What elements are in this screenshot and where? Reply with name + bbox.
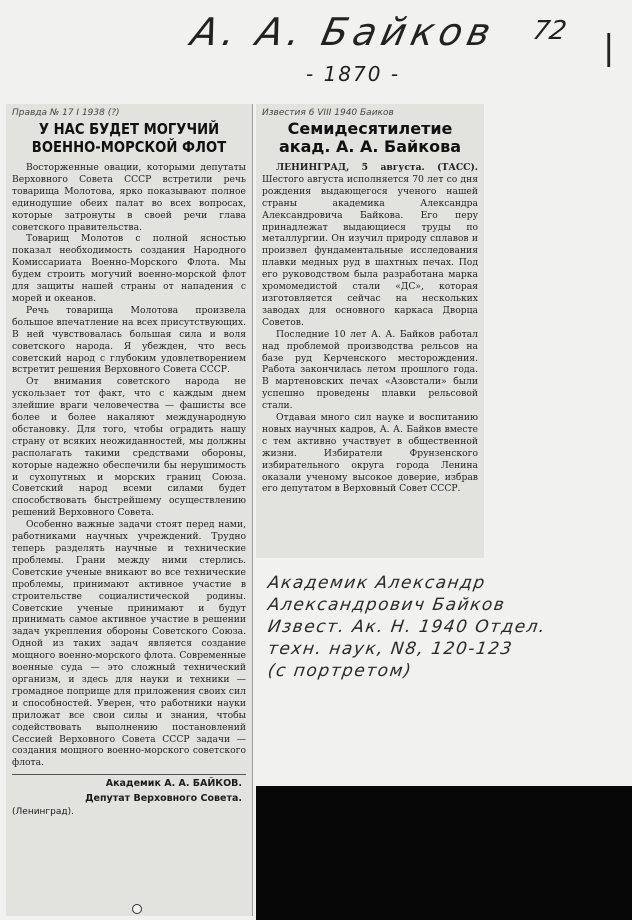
newspaper-clipping-left (6, 104, 253, 916)
signature-place: (Ленинград). (12, 807, 74, 818)
article-title: У НАС БУДЕТ МОГУЧИЙ ВОЕННО-МОРСКОЙ ФЛОТ (31, 120, 227, 156)
clipping-source-note: Правда № 17 I 1938 (?) (12, 108, 120, 118)
annotation-line: (с портретом) (266, 661, 414, 681)
divider (12, 774, 246, 775)
pin-hole (132, 904, 142, 914)
handwritten-annotation (268, 572, 628, 682)
annotation-line: Академик Александр (266, 573, 488, 593)
article-paragraph: Восторженные овации, которыми депутаты Верховного Совета СССР встретили речь товарища Молотова, ярко показывают полное единодушие обеих палат во всех вопросах, которые затронуты в своей речи глава советского правительства. (12, 162, 246, 233)
article-paragraph: Последние 10 лет А. А. Байков работал над проблемой производства рельсов на базе руд Керченского месторождения. Работа закончилась летом прошлого года. В мартеновских печах «Азовстали» были успешно проведены плавки рельсовой стали. (262, 328, 478, 412)
article-title: Семидесятилетие акад. А. А. Байкова (278, 119, 462, 156)
article-text: Шестого августа исполняется 70 лет со дня рождения выдающегося ученого нашей страны академика Александра Александровича Байкова. Его перу принадлежат выдающиеся труды по металлургии. Он изучил природу сплавов и произвел фундаментальные исследования плавки медных руд в шахтных печах. Под его руководством была разработана марка хромомедистой стали «ДС», которая изготовляется сейчас на нескольких заводах для основного каркаса Дворца Советов. (262, 173, 478, 328)
newspaper-clipping-right (256, 104, 484, 558)
handwritten-name: А. А. Байков (187, 10, 500, 54)
annotation-line: техн. наук, N8, 120-123 (266, 639, 515, 659)
annotation-line: Александрович Байков (266, 595, 507, 615)
article-signature: Академик А. А. БАЙКОВ. (105, 778, 242, 790)
article-paragraph: Речь товарища Молотова произвела большое впечатление на всех присутствующих. В ней чувствовалась большая сила и воля советского народа. Я убежден, что весь советский народ с глубоким удовлетворением встретит решения Верховного Совета СССР. (12, 304, 246, 376)
article-paragraph: От внимания советского народа не ускользает тот факт, что с каждым днем злейшие враги человечества — фашисты все более и более накаляют международную обстановку. Для того, чтобы оградить нашу страну от всяких неожиданностей, мы должны располагать такими средствами обороны, которые надежно обеспечили бы нерушимость и сухопутных и морских границ Союза. Советский народ всеми силами будет способствовать быстрейшему осуществлению решений Верховного Совета. (12, 376, 246, 519)
handwritten-year: - 1870 - (306, 62, 401, 86)
handwritten-number: 72 (530, 16, 569, 46)
article-paragraph: Товарищ Молотов с полной ясностью показал необходимость создания Народного Комиссариата Военно-Морского Флота. Мы будем строить могучий военно-морской флот для защиты нашей страны от нападения с морей и океанов. (12, 233, 246, 304)
scan-background (256, 786, 632, 920)
article-paragraph (262, 162, 478, 329)
clipping-source-note: Известия 6 VIII 1940 Баиков (262, 108, 394, 118)
signature-title: Депутат Верховного Совета. (85, 793, 242, 805)
annotation-line: Извест. Ак. Н. 1940 Отдел. (266, 617, 548, 637)
article-paragraph: Отдавая много сил науке и воспитанию новых научных кадров, А. А. Байков вместе с тем активно участвует в общественной жизни. Избиратели Фрунзенского избирательного округа города Ленина оказали ученому высокое доверие, избрав его депутатом в Верховный Совет СССР. (262, 412, 478, 495)
handwritten-mark: | (603, 28, 615, 68)
article-body (262, 162, 478, 495)
article-body (12, 162, 246, 769)
article-dateline: ЛЕНИНГРАД, 5 августа. (ТАСС). (276, 162, 478, 173)
article-paragraph: Особенно важные задачи стоят перед нами, работниками научных учреждений. Трудно теперь разделять научные и технические проблемы. Грани между ними стерлись. Советские ученые вникают во все технические проблемы, принимают активное участие в строительстве социалистической родины. Советские ученые принимают и будут принимать самое активное участие в решении задач укрепления обороны Советского Союза. Одной из таких задач является создание мощного военно-морского флота. Современные военные суда — это сложный технический организм, и здесь для науки и техники — громадное поприще для приложения своих сил и способностей. Уверен, что работники науки приложат все свои силы и знания, чтобы содействовать выполнению постановлений Сессией Верховного Совета СССР задачи — создания мощного военно-морского советского флота. (12, 519, 246, 769)
